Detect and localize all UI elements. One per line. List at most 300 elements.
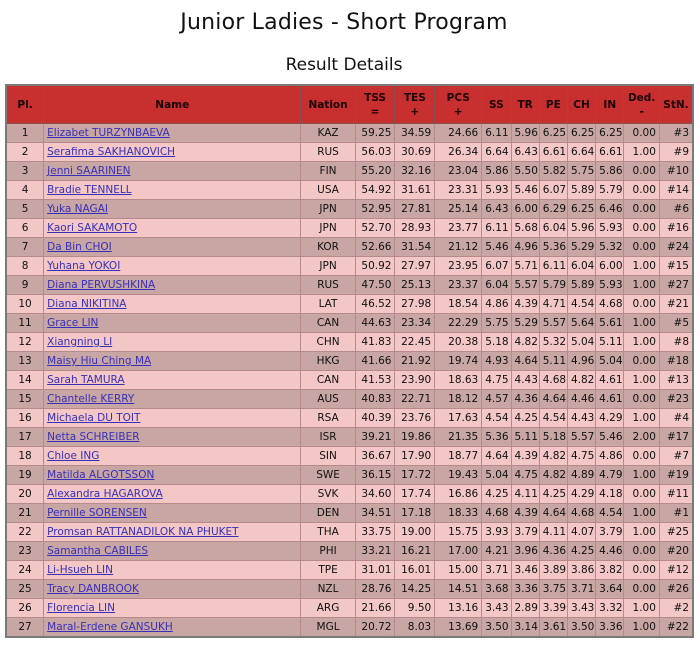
cell-tes: 22.45 <box>395 333 435 352</box>
page-subtitle: Result Details <box>285 55 403 75</box>
cell-ded: 0.00 <box>624 124 660 143</box>
cell-tes: 19.86 <box>395 428 435 447</box>
cell-tss: 21.66 <box>355 599 395 618</box>
cell-tes: 27.81 <box>395 200 435 219</box>
cell-stn: #3 <box>659 124 693 143</box>
cell-in: 3.32 <box>596 599 624 618</box>
cell-ss: 4.25 <box>482 485 511 504</box>
cell-ch: 4.75 <box>567 447 595 466</box>
cell-tes: 23.76 <box>395 409 435 428</box>
cell-pcs: 18.54 <box>435 295 482 314</box>
cell-ded: 2.00 <box>624 428 660 447</box>
cell-nation: RUS <box>301 143 355 162</box>
skater-name-link[interactable]: Florencia LIN <box>47 602 115 614</box>
skater-name-link[interactable]: Promsan RATTANADILOK NA PHUKET <box>47 526 239 538</box>
cell-ch: 3.50 <box>567 618 595 638</box>
cell-tr: 4.25 <box>511 409 539 428</box>
cell-stn: #25 <box>659 523 693 542</box>
cell-name <box>44 124 301 143</box>
table-row <box>6 276 693 295</box>
cell-name <box>44 599 301 618</box>
cell-nation: LAT <box>301 295 355 314</box>
header-ded-label: Ded. <box>627 91 656 104</box>
cell-tss: 33.21 <box>355 542 395 561</box>
skater-name-link[interactable]: Pernille SORENSEN <box>47 507 147 519</box>
cell-pe: 4.68 <box>539 371 567 390</box>
skater-name-link[interactable]: Grace LIN <box>47 317 99 329</box>
cell-tss: 36.15 <box>355 466 395 485</box>
cell-ch: 5.89 <box>567 181 595 200</box>
cell-stn: #19 <box>659 466 693 485</box>
cell-pcs: 21.12 <box>435 238 482 257</box>
cell-pcs: 19.74 <box>435 352 482 371</box>
cell-pe: 4.11 <box>539 523 567 542</box>
cell-tr: 4.11 <box>511 485 539 504</box>
cell-ss: 4.93 <box>482 352 511 371</box>
table-row <box>6 295 693 314</box>
cell-ch: 4.25 <box>567 542 595 561</box>
cell-stn: #11 <box>659 485 693 504</box>
cell-ded: 0.00 <box>624 352 660 371</box>
cell-pcs: 18.63 <box>435 371 482 390</box>
cell-stn: #2 <box>659 599 693 618</box>
cell-place: 14 <box>6 371 44 390</box>
table-row <box>6 428 693 447</box>
cell-pcs: 23.04 <box>435 162 482 181</box>
skater-name-link[interactable]: Sarah TAMURA <box>47 374 125 386</box>
cell-tes: 23.34 <box>395 314 435 333</box>
cell-nation: SIN <box>301 447 355 466</box>
table-row <box>6 371 693 390</box>
cell-tr: 5.71 <box>511 257 539 276</box>
cell-pcs: 19.43 <box>435 466 482 485</box>
cell-ch: 5.64 <box>567 314 595 333</box>
cell-tss: 36.67 <box>355 447 395 466</box>
cell-ch: 5.89 <box>567 276 595 295</box>
cell-ch: 5.96 <box>567 219 595 238</box>
cell-pcs: 13.69 <box>435 618 482 638</box>
cell-tes: 17.72 <box>395 466 435 485</box>
header-pcs-label: PCS <box>446 91 470 104</box>
cell-tes: 16.01 <box>395 561 435 580</box>
skater-name-link[interactable]: Diana PERVUSHKINA <box>47 279 156 291</box>
cell-ss: 4.75 <box>482 371 511 390</box>
cell-in: 3.64 <box>596 580 624 599</box>
cell-stn: #17 <box>659 428 693 447</box>
cell-place: 21 <box>6 504 44 523</box>
cell-tes: 31.54 <box>395 238 435 257</box>
skater-name-link[interactable]: Jenni SAARINEN <box>47 165 131 177</box>
cell-ded: 1.00 <box>624 504 660 523</box>
page-title: Junior Ladies - Short Program <box>180 10 508 35</box>
cell-nation: THA <box>301 523 355 542</box>
cell-place: 22 <box>6 523 44 542</box>
cell-nation: CAN <box>301 371 355 390</box>
skater-name-link[interactable]: Da Bin CHOI <box>47 241 112 253</box>
cell-stn: #8 <box>659 333 693 352</box>
cell-in: 6.00 <box>596 257 624 276</box>
cell-tss: 28.76 <box>355 580 395 599</box>
cell-in: 6.25 <box>596 124 624 143</box>
cell-ss: 6.11 <box>482 219 511 238</box>
cell-place: 7 <box>6 238 44 257</box>
cell-ded: 0.00 <box>624 219 660 238</box>
header-nation: Nation <box>301 85 355 124</box>
cell-ss: 4.21 <box>482 542 511 561</box>
cell-pcs: 14.51 <box>435 580 482 599</box>
table-row <box>6 181 693 200</box>
cell-ded: 1.00 <box>624 276 660 295</box>
cell-in: 4.18 <box>596 485 624 504</box>
cell-name <box>44 580 301 599</box>
cell-tes: 34.59 <box>395 124 435 143</box>
cell-tss: 56.03 <box>355 143 395 162</box>
cell-tss: 47.50 <box>355 276 395 295</box>
header-tss-label: TSS <box>364 91 386 104</box>
cell-place: 2 <box>6 143 44 162</box>
cell-name <box>44 200 301 219</box>
cell-stn: #7 <box>659 447 693 466</box>
cell-tr: 3.46 <box>511 561 539 580</box>
cell-pe: 5.32 <box>539 333 567 352</box>
cell-tr: 4.75 <box>511 466 539 485</box>
cell-pcs: 20.38 <box>435 333 482 352</box>
cell-pcs: 23.77 <box>435 219 482 238</box>
cell-name <box>44 504 301 523</box>
cell-ded: 0.00 <box>624 561 660 580</box>
table-row <box>6 143 693 162</box>
cell-ss: 6.04 <box>482 276 511 295</box>
cell-tss: 31.01 <box>355 561 395 580</box>
cell-pcs: 26.34 <box>435 143 482 162</box>
skater-name-link[interactable]: Chantelle KERRY <box>47 393 135 405</box>
cell-nation: JPN <box>301 200 355 219</box>
cell-nation: TPE <box>301 561 355 580</box>
table-row <box>6 485 693 504</box>
cell-place: 11 <box>6 314 44 333</box>
table-row <box>6 124 693 143</box>
cell-in: 4.68 <box>596 295 624 314</box>
cell-place: 6 <box>6 219 44 238</box>
table-row <box>6 504 693 523</box>
cell-tss: 39.21 <box>355 428 395 447</box>
cell-stn: #12 <box>659 561 693 580</box>
cell-tss: 33.75 <box>355 523 395 542</box>
cell-tes: 30.69 <box>395 143 435 162</box>
cell-ss: 4.57 <box>482 390 511 409</box>
cell-tr: 5.68 <box>511 219 539 238</box>
skater-name-link[interactable]: Yuka NAGAI <box>47 203 108 215</box>
cell-tss: 40.39 <box>355 409 395 428</box>
cell-name <box>44 143 301 162</box>
cell-nation: HKG <box>301 352 355 371</box>
cell-tss: 20.72 <box>355 618 395 638</box>
cell-pe: 5.57 <box>539 314 567 333</box>
cell-tss: 59.25 <box>355 124 395 143</box>
cell-ded: 0.00 <box>624 542 660 561</box>
cell-pe: 6.04 <box>539 219 567 238</box>
cell-tr: 3.79 <box>511 523 539 542</box>
cell-tr: 4.82 <box>511 333 539 352</box>
cell-tr: 5.29 <box>511 314 539 333</box>
cell-tss: 34.60 <box>355 485 395 504</box>
cell-name <box>44 466 301 485</box>
skater-name-link[interactable]: Michaela DU TOIT <box>47 412 141 424</box>
table-row <box>6 542 693 561</box>
table-row <box>6 200 693 219</box>
cell-ss: 4.68 <box>482 504 511 523</box>
cell-nation: KOR <box>301 238 355 257</box>
table-row <box>6 580 693 599</box>
cell-tr: 4.64 <box>511 352 539 371</box>
cell-in: 5.04 <box>596 352 624 371</box>
header-stn: StN. <box>659 85 693 124</box>
cell-place: 16 <box>6 409 44 428</box>
table-row <box>6 409 693 428</box>
cell-pe: 3.61 <box>539 618 567 638</box>
table-row <box>6 447 693 466</box>
cell-ss: 5.36 <box>482 428 511 447</box>
header-ded <box>624 85 660 124</box>
skater-name-link[interactable]: Bradie TENNELL <box>47 184 132 196</box>
cell-tes: 17.18 <box>395 504 435 523</box>
cell-ch: 4.96 <box>567 352 595 371</box>
cell-name <box>44 618 301 638</box>
cell-tr: 4.39 <box>511 447 539 466</box>
cell-pe: 5.82 <box>539 162 567 181</box>
cell-ch: 4.46 <box>567 390 595 409</box>
cell-nation: RSA <box>301 409 355 428</box>
cell-ded: 0.00 <box>624 447 660 466</box>
cell-ded: 0.00 <box>624 181 660 200</box>
cell-place: 26 <box>6 599 44 618</box>
cell-ded: 0.00 <box>624 162 660 181</box>
cell-pe: 6.07 <box>539 181 567 200</box>
cell-ded: 1.00 <box>624 333 660 352</box>
cell-nation: JPN <box>301 219 355 238</box>
cell-in: 5.79 <box>596 181 624 200</box>
cell-ded: 0.00 <box>624 295 660 314</box>
cell-tr: 4.39 <box>511 504 539 523</box>
results-body <box>6 124 693 638</box>
cell-tes: 32.16 <box>395 162 435 181</box>
cell-stn: #23 <box>659 390 693 409</box>
cell-stn: #27 <box>659 276 693 295</box>
table-row <box>6 219 693 238</box>
cell-stn: #6 <box>659 200 693 219</box>
cell-pcs: 23.95 <box>435 257 482 276</box>
cell-pcs: 18.77 <box>435 447 482 466</box>
table-row <box>6 618 693 638</box>
cell-ch: 5.04 <box>567 333 595 352</box>
cell-ss: 3.43 <box>482 599 511 618</box>
skater-name-link[interactable]: Li-Hsueh LIN <box>47 564 113 576</box>
table-row <box>6 238 693 257</box>
cell-place: 23 <box>6 542 44 561</box>
cell-in: 5.93 <box>596 276 624 295</box>
cell-pe: 3.89 <box>539 561 567 580</box>
cell-in: 4.61 <box>596 390 624 409</box>
cell-stn: #21 <box>659 295 693 314</box>
skater-name-link[interactable]: Alexandra HAGAROVA <box>47 488 163 500</box>
cell-pe: 5.18 <box>539 428 567 447</box>
skater-name-link[interactable]: Tracy DANBROOK <box>47 583 139 595</box>
cell-ded: 1.00 <box>624 599 660 618</box>
cell-ss: 5.04 <box>482 466 511 485</box>
cell-pcs: 17.00 <box>435 542 482 561</box>
cell-ch: 6.25 <box>567 124 595 143</box>
cell-in: 5.86 <box>596 162 624 181</box>
cell-pe: 4.71 <box>539 295 567 314</box>
cell-stn: #24 <box>659 238 693 257</box>
cell-in: 5.11 <box>596 333 624 352</box>
cell-tes: 21.92 <box>395 352 435 371</box>
cell-pe: 4.64 <box>539 504 567 523</box>
cell-ch: 4.29 <box>567 485 595 504</box>
header-pcs <box>435 85 482 124</box>
header-tes <box>395 85 435 124</box>
cell-ch: 3.71 <box>567 580 595 599</box>
cell-name <box>44 428 301 447</box>
cell-place: 25 <box>6 580 44 599</box>
cell-pcs: 15.75 <box>435 523 482 542</box>
cell-place: 13 <box>6 352 44 371</box>
cell-place: 1 <box>6 124 44 143</box>
cell-ch: 3.86 <box>567 561 595 580</box>
cell-tes: 27.97 <box>395 257 435 276</box>
cell-pe: 6.61 <box>539 143 567 162</box>
cell-pcs: 15.00 <box>435 561 482 580</box>
table-row <box>6 314 693 333</box>
cell-tes: 27.98 <box>395 295 435 314</box>
skater-name-link[interactable]: Diana NIKITINA <box>47 298 127 310</box>
cell-tr: 4.39 <box>511 295 539 314</box>
cell-stn: #1 <box>659 504 693 523</box>
cell-ch: 4.68 <box>567 504 595 523</box>
header-pe: PE <box>539 85 567 124</box>
skater-name-link[interactable]: Netta SCHREIBER <box>47 431 140 443</box>
skater-name-link[interactable]: Xiangning LI <box>47 336 113 348</box>
cell-ded: 1.00 <box>624 409 660 428</box>
cell-name <box>44 333 301 352</box>
cell-name <box>44 257 301 276</box>
skater-name-link[interactable]: Matilda ALGOTSSON <box>47 469 155 481</box>
table-row <box>6 257 693 276</box>
skater-name-link[interactable]: Samantha CABILES <box>47 545 149 557</box>
cell-name <box>44 352 301 371</box>
cell-pcs: 21.35 <box>435 428 482 447</box>
cell-in: 6.46 <box>596 200 624 219</box>
header-pcs-op: + <box>453 105 463 118</box>
cell-tes: 17.90 <box>395 447 435 466</box>
cell-in: 5.93 <box>596 219 624 238</box>
cell-in: 5.32 <box>596 238 624 257</box>
cell-nation: FIN <box>301 162 355 181</box>
cell-place: 8 <box>6 257 44 276</box>
skater-name-link[interactable]: Elizabet TURZYNBAEVA <box>47 127 170 139</box>
table-row <box>6 352 693 371</box>
cell-pe: 4.54 <box>539 409 567 428</box>
cell-tes: 31.61 <box>395 181 435 200</box>
cell-stn: #15 <box>659 257 693 276</box>
cell-tr: 4.96 <box>511 238 539 257</box>
cell-name <box>44 219 301 238</box>
cell-pcs: 16.86 <box>435 485 482 504</box>
skater-name-link[interactable]: Yuhana YOKOI <box>47 260 121 272</box>
table-row <box>6 561 693 580</box>
skater-name-link[interactable]: Maral-Erdene GANSUKH <box>47 621 173 633</box>
cell-stn: #22 <box>659 618 693 638</box>
cell-pe: 4.82 <box>539 447 567 466</box>
cell-pcs: 22.29 <box>435 314 482 333</box>
cell-tes: 14.25 <box>395 580 435 599</box>
cell-in: 6.61 <box>596 143 624 162</box>
cell-pcs: 24.66 <box>435 124 482 143</box>
cell-ded: 1.00 <box>624 523 660 542</box>
skater-name-link[interactable]: Chloe ING <box>47 450 100 462</box>
cell-place: 24 <box>6 561 44 580</box>
cell-ss: 5.18 <box>482 333 511 352</box>
header-tss-op: = <box>370 105 380 118</box>
cell-pcs: 17.63 <box>435 409 482 428</box>
skater-name-link[interactable]: Maisy Hiu Ching MA <box>47 355 152 367</box>
skater-name-link[interactable]: Kaori SAKAMOTO <box>47 222 138 234</box>
cell-pcs: 18.33 <box>435 504 482 523</box>
cell-tr: 5.96 <box>511 124 539 143</box>
cell-name <box>44 561 301 580</box>
cell-stn: #9 <box>659 143 693 162</box>
cell-tss: 55.20 <box>355 162 395 181</box>
cell-pe: 5.11 <box>539 352 567 371</box>
cell-in: 3.79 <box>596 523 624 542</box>
cell-name <box>44 295 301 314</box>
cell-pcs: 23.31 <box>435 181 482 200</box>
skater-name-link[interactable]: Serafima SAKHANOVICH <box>47 146 176 158</box>
cell-pcs: 18.12 <box>435 390 482 409</box>
table-row <box>6 523 693 542</box>
cell-place: 5 <box>6 200 44 219</box>
cell-tes: 19.00 <box>395 523 435 542</box>
cell-ded: 0.00 <box>624 485 660 504</box>
cell-pe: 6.29 <box>539 200 567 219</box>
cell-in: 4.86 <box>596 447 624 466</box>
cell-pcs: 13.16 <box>435 599 482 618</box>
cell-ch: 3.43 <box>567 599 595 618</box>
cell-tr: 3.36 <box>511 580 539 599</box>
cell-tr: 5.57 <box>511 276 539 295</box>
table-row <box>6 390 693 409</box>
cell-nation: SVK <box>301 485 355 504</box>
cell-ss: 4.86 <box>482 295 511 314</box>
cell-tes: 22.71 <box>395 390 435 409</box>
cell-in: 4.29 <box>596 409 624 428</box>
cell-name <box>44 314 301 333</box>
cell-place: 27 <box>6 618 44 638</box>
cell-tss: 52.66 <box>355 238 395 257</box>
cell-in: 4.79 <box>596 466 624 485</box>
cell-ss: 3.71 <box>482 561 511 580</box>
cell-place: 12 <box>6 333 44 352</box>
cell-place: 10 <box>6 295 44 314</box>
cell-ch: 4.82 <box>567 371 595 390</box>
cell-name <box>44 390 301 409</box>
cell-ded: 1.00 <box>624 314 660 333</box>
cell-tr: 2.89 <box>511 599 539 618</box>
cell-ss: 5.93 <box>482 181 511 200</box>
cell-ch: 6.04 <box>567 257 595 276</box>
cell-pe: 6.25 <box>539 124 567 143</box>
table-row <box>6 162 693 181</box>
